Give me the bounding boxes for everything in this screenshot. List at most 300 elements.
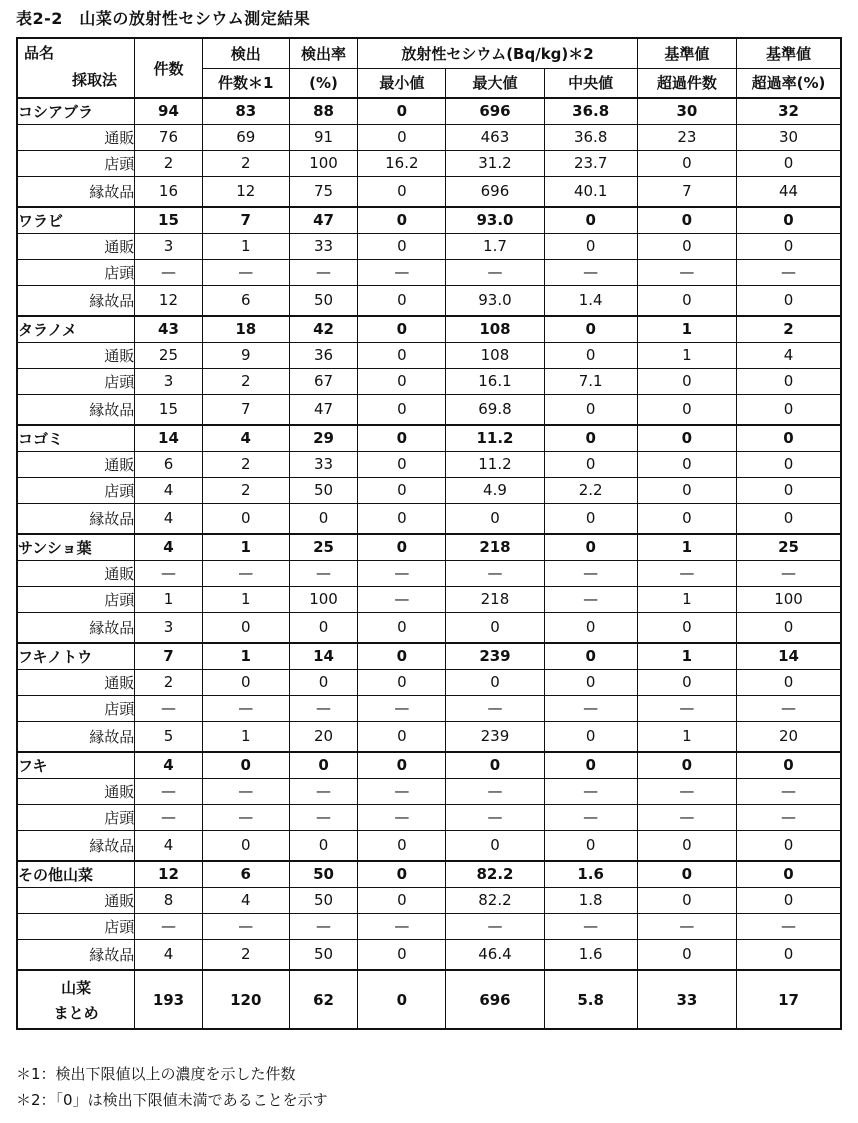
value-cell: —: [737, 913, 841, 939]
value-cell: 7: [637, 176, 736, 207]
value-cell: 1: [202, 721, 289, 752]
value-cell: —: [737, 560, 841, 586]
value-cell: 16: [135, 176, 203, 207]
value-cell: 93.0: [446, 207, 544, 233]
value-cell: 0: [289, 669, 358, 695]
group-name: フキ: [17, 752, 135, 778]
method-label: 縁故品: [17, 176, 135, 207]
value-cell: 4.9: [446, 477, 544, 503]
method-row: [17, 477, 841, 503]
value-cell: 2.2: [544, 477, 637, 503]
value-cell: —: [544, 586, 637, 612]
value-cell: 7: [202, 207, 289, 233]
value-cell: —: [202, 778, 289, 804]
value-cell: 100: [737, 586, 841, 612]
value-cell: 239: [446, 721, 544, 752]
value-cell: 6: [202, 285, 289, 316]
value-cell: —: [637, 804, 736, 830]
value-cell: 0: [358, 477, 446, 503]
value-cell: 0: [446, 612, 544, 643]
value-cell: 0: [637, 752, 736, 778]
method-label: 縁故品: [17, 394, 135, 425]
value-cell: 82.2: [446, 861, 544, 887]
value-cell: 0: [637, 451, 736, 477]
value-cell: —: [135, 695, 203, 721]
value-cell: 108: [446, 342, 544, 368]
value-cell: 50: [289, 939, 358, 970]
value-cell: 25: [135, 342, 203, 368]
value-cell: 0: [358, 124, 446, 150]
value-cell: —: [202, 913, 289, 939]
value-cell: 0: [446, 669, 544, 695]
value-cell: 0: [544, 233, 637, 259]
group-total-row: [17, 98, 841, 124]
value-cell: 0: [358, 425, 446, 451]
header-median: 中央値: [544, 68, 637, 98]
value-cell: 15: [135, 394, 203, 425]
value-cell: 2: [135, 669, 203, 695]
value-cell: 0: [637, 612, 736, 643]
group-total-row: [17, 425, 841, 451]
value-cell: 0: [446, 503, 544, 534]
value-cell: 67: [289, 368, 358, 394]
value-cell: —: [446, 778, 544, 804]
value-cell: 0: [637, 887, 736, 913]
method-label: 縁故品: [17, 830, 135, 861]
value-cell: 4: [135, 939, 203, 970]
value-cell: 0: [637, 477, 736, 503]
value-cell: 30: [637, 98, 736, 124]
value-cell: 47: [289, 207, 358, 233]
table-header: [17, 38, 841, 98]
method-row: [17, 913, 841, 939]
value-cell: —: [544, 778, 637, 804]
value-cell: —: [446, 695, 544, 721]
value-cell: 0: [637, 830, 736, 861]
value-cell: 14: [289, 643, 358, 669]
summary-row: [17, 970, 841, 1029]
value-cell: 33: [289, 451, 358, 477]
value-cell: 0: [358, 451, 446, 477]
value-cell: 0: [637, 503, 736, 534]
group-name: ワラビ: [17, 207, 135, 233]
method-row: [17, 830, 841, 861]
method-row: [17, 695, 841, 721]
method-label: 通販: [17, 342, 135, 368]
method-label: 店頭: [17, 804, 135, 830]
value-cell: 0: [737, 285, 841, 316]
value-cell: 0: [737, 150, 841, 176]
value-cell: 100: [289, 150, 358, 176]
value-cell: 82.2: [446, 887, 544, 913]
value-cell: —: [358, 695, 446, 721]
value-cell: —: [358, 560, 446, 586]
value-cell: 0: [544, 342, 637, 368]
value-cell: 0: [202, 669, 289, 695]
value-cell: 20: [289, 721, 358, 752]
value-cell: 1: [637, 534, 736, 560]
summary-value: 696: [446, 970, 544, 1029]
value-cell: —: [289, 778, 358, 804]
value-cell: —: [446, 560, 544, 586]
header-rate-1: 検出率: [289, 38, 358, 68]
value-cell: 29: [289, 425, 358, 451]
method-label: 店頭: [17, 477, 135, 503]
group-name: コシアブラ: [17, 98, 135, 124]
summary-label: [17, 970, 135, 1029]
value-cell: 0: [358, 752, 446, 778]
value-cell: 0: [737, 887, 841, 913]
method-label: 通販: [17, 451, 135, 477]
value-cell: —: [544, 804, 637, 830]
value-cell: 76: [135, 124, 203, 150]
value-cell: —: [637, 913, 736, 939]
value-cell: 12: [135, 861, 203, 887]
value-cell: —: [544, 560, 637, 586]
value-cell: 0: [737, 477, 841, 503]
value-cell: 0: [358, 207, 446, 233]
value-cell: —: [135, 778, 203, 804]
value-cell: —: [637, 778, 736, 804]
value-cell: 1: [637, 643, 736, 669]
method-row: [17, 124, 841, 150]
header-over-rate-2: 超過率(%): [737, 68, 841, 98]
value-cell: —: [289, 804, 358, 830]
method-row: [17, 150, 841, 176]
method-row: [17, 669, 841, 695]
footnote-1: ＊1：検出下限値以上の濃度を示した件数: [16, 1065, 296, 1083]
value-cell: 1.4: [544, 285, 637, 316]
header-name: [17, 38, 135, 98]
value-cell: 0: [637, 394, 736, 425]
value-cell: 0: [737, 939, 841, 970]
value-cell: 0: [737, 669, 841, 695]
value-cell: —: [135, 804, 203, 830]
value-cell: 0: [544, 669, 637, 695]
value-cell: 0: [289, 752, 358, 778]
method-label: 店頭: [17, 150, 135, 176]
value-cell: 0: [637, 669, 736, 695]
summary-value: 5.8: [544, 970, 637, 1029]
method-row: [17, 721, 841, 752]
value-cell: 108: [446, 316, 544, 342]
value-cell: 0: [737, 830, 841, 861]
value-cell: 0: [637, 150, 736, 176]
value-cell: 0: [289, 503, 358, 534]
value-cell: 44: [737, 176, 841, 207]
value-cell: 0: [544, 451, 637, 477]
value-cell: 0: [358, 176, 446, 207]
value-cell: 239: [446, 643, 544, 669]
value-cell: 23: [637, 124, 736, 150]
value-cell: 91: [289, 124, 358, 150]
value-cell: 0: [358, 316, 446, 342]
value-cell: 6: [202, 861, 289, 887]
value-cell: 4: [135, 752, 203, 778]
value-cell: 0: [544, 752, 637, 778]
value-cell: —: [358, 804, 446, 830]
value-cell: 1: [637, 586, 736, 612]
value-cell: 30: [737, 124, 841, 150]
value-cell: —: [358, 778, 446, 804]
value-cell: 7.1: [544, 368, 637, 394]
value-cell: 15: [135, 207, 203, 233]
value-cell: 50: [289, 887, 358, 913]
summary-label-1: 山菜: [61, 978, 92, 997]
table-body: [17, 98, 841, 1029]
value-cell: 9: [202, 342, 289, 368]
value-cell: 5: [135, 721, 203, 752]
method-row: [17, 939, 841, 970]
value-cell: 1: [202, 643, 289, 669]
value-cell: 218: [446, 586, 544, 612]
value-cell: —: [737, 695, 841, 721]
value-cell: 0: [544, 830, 637, 861]
value-cell: 1.6: [544, 939, 637, 970]
value-cell: 12: [202, 176, 289, 207]
value-cell: 93.0: [446, 285, 544, 316]
value-cell: 2: [202, 477, 289, 503]
method-label: 店頭: [17, 913, 135, 939]
value-cell: 88: [289, 98, 358, 124]
value-cell: 0: [737, 503, 841, 534]
value-cell: 2: [202, 451, 289, 477]
value-cell: 0: [737, 368, 841, 394]
value-cell: —: [135, 560, 203, 586]
value-cell: 2: [737, 316, 841, 342]
group-name: その他山菜: [17, 861, 135, 887]
method-label: 通販: [17, 669, 135, 695]
method-row: [17, 342, 841, 368]
value-cell: 0: [289, 830, 358, 861]
method-row: [17, 285, 841, 316]
value-cell: 4: [135, 830, 203, 861]
value-cell: 0: [637, 285, 736, 316]
summary-label-2: まとめ: [53, 1003, 99, 1022]
value-cell: 14: [737, 643, 841, 669]
value-cell: 25: [289, 534, 358, 560]
table-title: 表2-2 山菜の放射性セシウム測定結果: [16, 9, 311, 28]
method-row: [17, 804, 841, 830]
summary-value: 193: [135, 970, 203, 1029]
summary-value: 0: [358, 970, 446, 1029]
method-row: [17, 233, 841, 259]
value-cell: 0: [737, 233, 841, 259]
value-cell: 8: [135, 887, 203, 913]
header-over-count-1: 基準値: [637, 38, 736, 68]
value-cell: —: [358, 259, 446, 285]
group-name: コゴミ: [17, 425, 135, 451]
value-cell: 16.2: [358, 150, 446, 176]
value-cell: 11.2: [446, 425, 544, 451]
header-cesium-group: 放射性セシウム(Bq/kg)＊2: [358, 38, 637, 68]
value-cell: —: [637, 259, 736, 285]
value-cell: 0: [358, 285, 446, 316]
value-cell: 100: [289, 586, 358, 612]
method-row: [17, 778, 841, 804]
value-cell: 36.8: [544, 124, 637, 150]
value-cell: 1: [637, 342, 736, 368]
group-total-row: [17, 534, 841, 560]
group-total-row: [17, 316, 841, 342]
value-cell: —: [446, 913, 544, 939]
header-max: 最大値: [446, 68, 544, 98]
group-name: サンショ葉: [17, 534, 135, 560]
value-cell: 0: [202, 752, 289, 778]
value-cell: 0: [289, 612, 358, 643]
header-rate-2: (%): [289, 68, 358, 98]
value-cell: 50: [289, 477, 358, 503]
value-cell: —: [289, 695, 358, 721]
value-cell: 0: [358, 939, 446, 970]
header-over-rate-1: 基準値: [737, 38, 841, 68]
value-cell: 0: [358, 368, 446, 394]
value-cell: —: [544, 913, 637, 939]
value-cell: —: [544, 695, 637, 721]
value-cell: 4: [202, 425, 289, 451]
method-row: [17, 394, 841, 425]
value-cell: 0: [737, 451, 841, 477]
value-cell: —: [544, 259, 637, 285]
value-cell: 47: [289, 394, 358, 425]
value-cell: 3: [135, 612, 203, 643]
value-cell: 1: [637, 316, 736, 342]
value-cell: 2: [135, 150, 203, 176]
value-cell: —: [637, 560, 736, 586]
method-label: 縁故品: [17, 503, 135, 534]
value-cell: 16.1: [446, 368, 544, 394]
value-cell: 69: [202, 124, 289, 150]
method-label: 通販: [17, 124, 135, 150]
value-cell: —: [289, 913, 358, 939]
value-cell: 18: [202, 316, 289, 342]
value-cell: —: [446, 259, 544, 285]
value-cell: 43: [135, 316, 203, 342]
value-cell: 1: [202, 534, 289, 560]
method-label: 店頭: [17, 259, 135, 285]
value-cell: 0: [737, 612, 841, 643]
value-cell: 3: [135, 368, 203, 394]
method-label: 縁故品: [17, 721, 135, 752]
cesium-results-table: [16, 37, 842, 1030]
value-cell: 0: [544, 394, 637, 425]
value-cell: 0: [637, 207, 736, 233]
value-cell: 20: [737, 721, 841, 752]
value-cell: 696: [446, 176, 544, 207]
method-row: [17, 368, 841, 394]
value-cell: 1: [202, 586, 289, 612]
value-cell: 0: [544, 503, 637, 534]
method-row: [17, 560, 841, 586]
value-cell: 25: [737, 534, 841, 560]
value-cell: 0: [358, 98, 446, 124]
value-cell: 14: [135, 425, 203, 451]
value-cell: —: [637, 695, 736, 721]
value-cell: 11.2: [446, 451, 544, 477]
value-cell: 6: [135, 451, 203, 477]
value-cell: 0: [446, 752, 544, 778]
value-cell: 0: [202, 612, 289, 643]
method-row: [17, 503, 841, 534]
method-row: [17, 176, 841, 207]
value-cell: 33: [289, 233, 358, 259]
value-cell: 0: [544, 425, 637, 451]
value-cell: 0: [358, 342, 446, 368]
method-label: 通販: [17, 778, 135, 804]
summary-value: 17: [737, 970, 841, 1029]
value-cell: 0: [637, 368, 736, 394]
value-cell: 83: [202, 98, 289, 124]
value-cell: 2: [202, 939, 289, 970]
footnote-2: ＊2：「0」は検出下限値未満であることを示す: [16, 1091, 328, 1109]
method-label: 縁故品: [17, 285, 135, 316]
value-cell: 218: [446, 534, 544, 560]
value-cell: —: [737, 804, 841, 830]
value-cell: 0: [737, 394, 841, 425]
value-cell: 50: [289, 285, 358, 316]
value-cell: 4: [135, 503, 203, 534]
header-detected-1: 検出: [202, 38, 289, 68]
value-cell: 1: [135, 586, 203, 612]
header-name-bottom: 採取法: [72, 71, 118, 89]
value-cell: —: [135, 913, 203, 939]
method-row: [17, 259, 841, 285]
value-cell: —: [446, 804, 544, 830]
group-total-row: [17, 643, 841, 669]
value-cell: 0: [637, 939, 736, 970]
value-cell: —: [737, 778, 841, 804]
value-cell: —: [358, 586, 446, 612]
value-cell: 0: [446, 830, 544, 861]
value-cell: 0: [202, 830, 289, 861]
value-cell: 7: [202, 394, 289, 425]
value-cell: 1: [202, 233, 289, 259]
header-count: 件数: [135, 38, 203, 98]
value-cell: 0: [358, 394, 446, 425]
value-cell: —: [202, 560, 289, 586]
value-cell: —: [737, 259, 841, 285]
value-cell: 2: [202, 368, 289, 394]
value-cell: 0: [544, 207, 637, 233]
value-cell: 0: [358, 534, 446, 560]
group-total-row: [17, 207, 841, 233]
value-cell: 0: [737, 752, 841, 778]
value-cell: 0: [737, 207, 841, 233]
value-cell: 46.4: [446, 939, 544, 970]
value-cell: 0: [358, 233, 446, 259]
method-row: [17, 451, 841, 477]
method-row: [17, 586, 841, 612]
value-cell: 40.1: [544, 176, 637, 207]
value-cell: 2: [202, 150, 289, 176]
value-cell: 4: [202, 887, 289, 913]
value-cell: 1.8: [544, 887, 637, 913]
header-min: 最小値: [358, 68, 446, 98]
value-cell: 0: [637, 233, 736, 259]
group-name: フキノトウ: [17, 643, 135, 669]
value-cell: 4: [135, 534, 203, 560]
value-cell: 31.2: [446, 150, 544, 176]
value-cell: 32: [737, 98, 841, 124]
value-cell: 94: [135, 98, 203, 124]
value-cell: 1.7: [446, 233, 544, 259]
group-total-row: [17, 752, 841, 778]
value-cell: 463: [446, 124, 544, 150]
summary-value: 33: [637, 970, 736, 1029]
group-name: タラノメ: [17, 316, 135, 342]
value-cell: —: [202, 259, 289, 285]
value-cell: 0: [358, 669, 446, 695]
